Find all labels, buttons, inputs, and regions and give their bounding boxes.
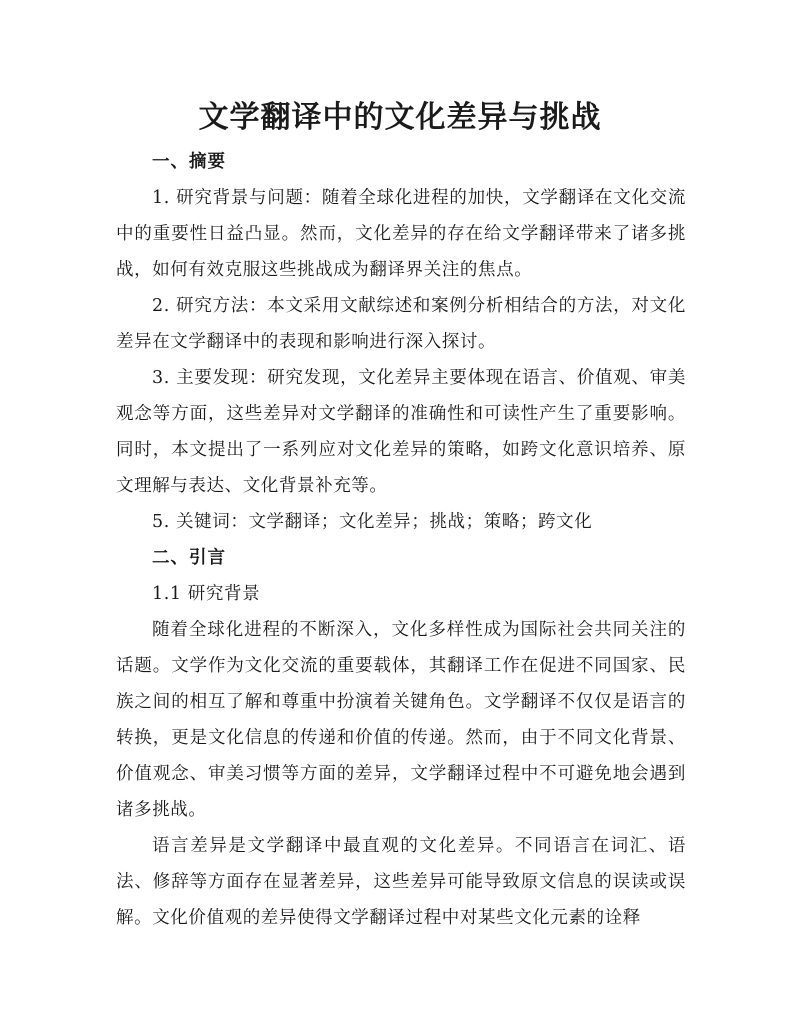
- page-title: 文学翻译中的文化差异与挑战: [198, 100, 602, 135]
- intro-paragraph: 语言差异是文学翻译中最直观的文化差异。不同语言在词汇、语法、修辞等方面存在显著差异，这些差异可能导致原文信息的误读或误解。文化价值观的差异使得文学翻译过程中对某些文化元素的诠释: [116, 836, 686, 928]
- abstract-item-background: 1. 研究背景与问题：随着全球化进程的加快，文学翻译在文化交流中的重要性日益凸显。然而，文化差异的存在给文学翻译带来了诸多挑战，如何有效克服这些挑战成为翻译界关注的焦点。: [116, 188, 686, 280]
- abstract-item-findings: 3. 主要发现：研究发现，文化差异主要体现在语言、价值观、审美观念等方面，这些差异对文学翻译的准确性和可读性产生了重要影响。同时，本文提出了一系列应对文化差异的策略，如跨文化意识培养、原文理解与表达、文化背景补充等。: [116, 368, 686, 496]
- abstract-heading: 一、摘要: [152, 152, 226, 172]
- intro-sub-heading: 1.1 研究背景: [152, 584, 261, 604]
- intro-heading: 二、引言: [152, 548, 226, 568]
- document-body: [116, 144, 686, 936]
- abstract-item-method: 2. 研究方法：本文采用文献综述和案例分析相结合的方法，对文化差异在文学翻译中的表现和影响进行深入探讨。: [116, 296, 686, 352]
- intro-paragraph: 随着全球化进程的不断深入，文化多样性成为国际社会共同关注的话题。文学作为文化交流的重要载体，其翻译工作在促进不同国家、民族之间的相互了解和尊重中扮演着关键角色。文学翻译不仅仅是语言的转换，更是文化信息的传递和价值的传递。然而，由于不同文化背景、价值观念、审美习惯等方面的差异，文学翻译过程中不可避免地会遇到诸多挑战。: [116, 620, 686, 820]
- abstract-item-keywords: 5. 关键词：文学翻译；文化差异；挑战；策略；跨文化: [152, 512, 593, 532]
